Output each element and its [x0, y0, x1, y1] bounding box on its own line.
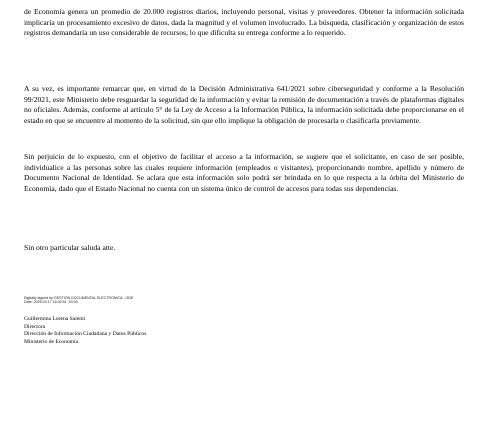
signatory-ministry: Ministerio de Economía — [24, 338, 79, 345]
digital-signature-stamp — [24, 296, 133, 305]
digital-signature-date: Date: 2025.03.17 16:30:51 -03:00 — [24, 300, 78, 305]
digital-signature-signer: Digitally signed by GESTION DOCUMENTAL ELECTRONICA - GDE — [24, 296, 134, 300]
signatory-name: Guillermina Lorena Salemi — [24, 316, 86, 322]
closing-salutation: Sin otro particular saluda atte. — [24, 243, 116, 252]
body-paragraph-2: A su vez, es importante remarcar que, en virtud de la Decisión Administrativa 641/2021 sobre ciberseguridad y conforme a la Resolución 99/2021, este Ministerio debe resguardar la seguridad de la información y evitar la remisión de documentación a través de plataformas digitales no oficiales. Además, conforme al artículo 5° de la Ley de Acceso a la Información Pública, la información solicitada debe proporcionarse en el estado en que se encuentre al momento de la solicitud, sin que ello implique la obligación de procesarla o clasificarla previamente. — [24, 84, 464, 125]
signature-block — [24, 316, 146, 346]
signatory-title: Directora — [24, 323, 46, 330]
body-paragraph-1: de Economía genera un promedio de 20.000 registros diarios, incluyendo personal, visitas y proveedores. Obtener la información solicitada implicaría un procesamiento excesivo de datos, dada la magnitud y el volumen involucrado. La búsqueda, clasificación y organización de estos registros demandaría un uso considerable de recursos, lo que dificulta su entrega conforme a lo requerido. — [24, 7, 464, 38]
body-paragraph-3: Sin perjuicio de lo expuesto, con el objetivo de facilitar el acceso a la información, se sugiere que el solicitante, en caso de ser posible, individualice a las personas sobre las cuales requiere información (empleados o visitantes), proporcionando nombre, apellido y número de Documento Nacional de Identidad. Se aclara que esta información solo podrá ser brindada en lo que respecta a la órbita del Ministerio de Economía, dado que el Estado Nacional no cuenta con un sistema único de control de accesos para todas sus dependencias. — [24, 152, 464, 193]
signatory-office: Dirección de Información Ciudadana y Datos Públicos — [24, 331, 147, 338]
